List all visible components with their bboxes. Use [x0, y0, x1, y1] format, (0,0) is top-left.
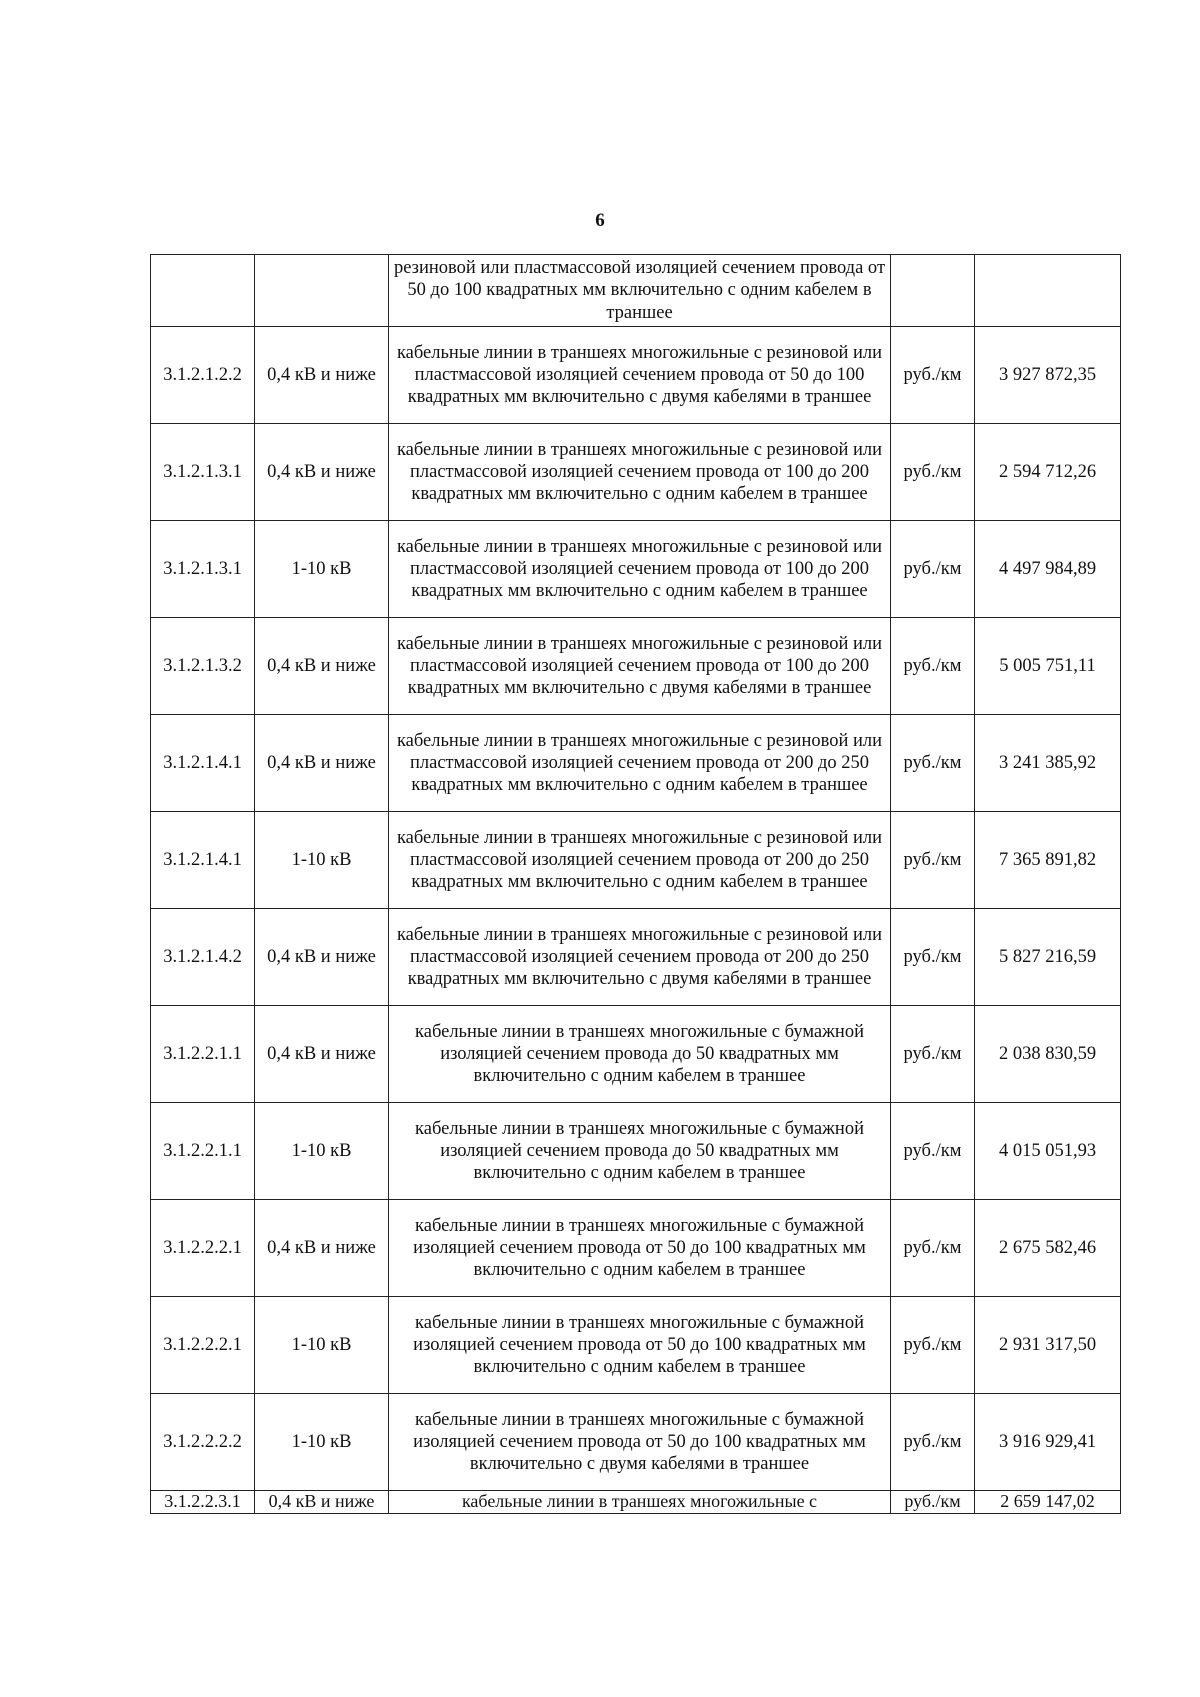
- cell-voltage: 1-10 кВ: [255, 1394, 389, 1491]
- cell-price: 5 005 751,11: [975, 618, 1121, 715]
- cell-price: 2 675 582,46: [975, 1200, 1121, 1297]
- cell-description: кабельные линии в траншеях многожильные с резиновой или пластмассовой изоляцией сечением провода от 100 до 200 квадратных мм включительно с двумя кабелями в траншее: [389, 618, 891, 715]
- table-row: [151, 715, 1121, 812]
- table-row: [151, 1297, 1121, 1394]
- cell-unit: руб./км: [891, 715, 975, 812]
- table-row: [151, 1103, 1121, 1200]
- table-row-partial: [151, 1491, 1121, 1514]
- tariff-table: [150, 254, 1121, 1514]
- cell-code: 3.1.2.2.2.1: [151, 1200, 255, 1297]
- cell-description: резиновой или пластмассовой изоляцией сечением провода от 50 до 100 квадратных мм включительно с одним кабелем в траншее: [389, 255, 891, 327]
- cell-unit: руб./км: [891, 1103, 975, 1200]
- cell-code: 3.1.2.2.1.1: [151, 1006, 255, 1103]
- cell-unit: руб./км: [891, 812, 975, 909]
- cell-description: кабельные линии в траншеях многожильные с бумажной изоляцией сечением провода от 50 до 100 квадратных мм включительно с одним кабелем в траншее: [389, 1297, 891, 1394]
- cell-unit: руб./км: [891, 1394, 975, 1491]
- cell-code: 3.1.2.1.3.1: [151, 521, 255, 618]
- cell-unit: руб./км: [891, 327, 975, 424]
- cell-price: 2 931 317,50: [975, 1297, 1121, 1394]
- table-row: [151, 1394, 1121, 1491]
- cell-voltage: 1-10 кВ: [255, 812, 389, 909]
- table-row: [151, 618, 1121, 715]
- cell-voltage: 0,4 кВ и ниже: [255, 1006, 389, 1103]
- cell-voltage: 1-10 кВ: [255, 521, 389, 618]
- cell-unit: руб./км: [891, 1006, 975, 1103]
- cell-unit: руб./км: [891, 909, 975, 1006]
- cell-description: кабельные линии в траншеях многожильные с резиновой или пластмассовой изоляцией сечением провода от 100 до 200 квадратных мм включительно с одним кабелем в траншее: [389, 521, 891, 618]
- cell-code: 3.1.2.2.1.1: [151, 1103, 255, 1200]
- cell-price: 4 497 984,89: [975, 521, 1121, 618]
- cell-voltage: 0,4 кВ и ниже: [255, 424, 389, 521]
- cell-voltage: 0,4 кВ и ниже: [255, 715, 389, 812]
- cell-code: 3.1.2.2.2.1: [151, 1297, 255, 1394]
- table-row: [151, 521, 1121, 618]
- cell-code: [151, 255, 255, 327]
- cell-description: кабельные линии в траншеях многожильные с резиновой или пластмассовой изоляцией сечением провода от 200 до 250 квадратных мм включительно с одним кабелем в траншее: [389, 715, 891, 812]
- cell-description: кабельные линии в траншеях многожильные с бумажной изоляцией сечением провода от 50 до 100 квадратных мм включительно с двумя кабелями в траншее: [389, 1394, 891, 1491]
- cell-price: 4 015 051,93: [975, 1103, 1121, 1200]
- cell-price: 5 827 216,59: [975, 909, 1121, 1006]
- cell-description: кабельные линии в траншеях многожильные с бумажной изоляцией сечением провода до 50 квадратных мм включительно с одним кабелем в траншее: [389, 1006, 891, 1103]
- cell-description: кабельные линии в траншеях многожильные с резиновой или пластмассовой изоляцией сечением провода от 200 до 250 квадратных мм включительно с одним кабелем в траншее: [389, 812, 891, 909]
- cell-price: 3 916 929,41: [975, 1394, 1121, 1491]
- cell-code: 3.1.2.1.4.2: [151, 909, 255, 1006]
- cell-price: 2 659 147,02: [975, 1491, 1121, 1514]
- cell-voltage: 0,4 кВ и ниже: [255, 909, 389, 1006]
- table-row: [151, 327, 1121, 424]
- cell-code: 3.1.2.1.2.2: [151, 327, 255, 424]
- cell-voltage: [255, 255, 389, 327]
- cell-description: кабельные линии в траншеях многожильные с резиновой или пластмассовой изоляцией сечением провода от 100 до 200 квадратных мм включительно с одним кабелем в траншее: [389, 424, 891, 521]
- table-row: [151, 1200, 1121, 1297]
- table-row: [151, 812, 1121, 909]
- cell-unit: руб./км: [891, 1200, 975, 1297]
- cell-unit: [891, 255, 975, 327]
- table-row-continued: [151, 255, 1121, 327]
- cell-description: кабельные линии в траншеях многожильные с: [389, 1491, 891, 1514]
- cell-unit: руб./км: [891, 521, 975, 618]
- table-row: [151, 1006, 1121, 1103]
- cell-code: 3.1.2.1.3.2: [151, 618, 255, 715]
- cell-voltage: 1-10 кВ: [255, 1297, 389, 1394]
- cell-price: [975, 255, 1121, 327]
- page-number: 6: [595, 210, 605, 231]
- cell-price: 2 038 830,59: [975, 1006, 1121, 1103]
- cell-price: 3 241 385,92: [975, 715, 1121, 812]
- cell-code: 3.1.2.1.4.1: [151, 715, 255, 812]
- table-row: [151, 909, 1121, 1006]
- cell-code: 3.1.2.2.2.2: [151, 1394, 255, 1491]
- cell-description: кабельные линии в траншеях многожильные с бумажной изоляцией сечением провода до 50 квадратных мм включительно с одним кабелем в траншее: [389, 1103, 891, 1200]
- cell-code: 3.1.2.2.3.1: [151, 1491, 255, 1514]
- cell-description: кабельные линии в траншеях многожильные с резиновой или пластмассовой изоляцией сечением провода от 50 до 100 квадратных мм включительно с двумя кабелями в траншее: [389, 327, 891, 424]
- cell-voltage: 0,4 кВ и ниже: [255, 618, 389, 715]
- cell-voltage: 0,4 кВ и ниже: [255, 1491, 389, 1514]
- cell-unit: руб./км: [891, 1297, 975, 1394]
- cell-description: кабельные линии в траншеях многожильные с бумажной изоляцией сечением провода от 50 до 100 квадратных мм включительно с одним кабелем в траншее: [389, 1200, 891, 1297]
- cell-price: 3 927 872,35: [975, 327, 1121, 424]
- cell-price: 2 594 712,26: [975, 424, 1121, 521]
- table-row: [151, 424, 1121, 521]
- cell-voltage: 0,4 кВ и ниже: [255, 327, 389, 424]
- cell-unit: руб./км: [891, 618, 975, 715]
- tariff-table-body: [151, 255, 1121, 1514]
- cell-voltage: 1-10 кВ: [255, 1103, 389, 1200]
- cell-code: 3.1.2.1.3.1: [151, 424, 255, 521]
- cell-unit: руб./км: [891, 424, 975, 521]
- cell-unit: руб./км: [891, 1491, 975, 1514]
- cell-price: 7 365 891,82: [975, 812, 1121, 909]
- cell-code: 3.1.2.1.4.1: [151, 812, 255, 909]
- cell-voltage: 0,4 кВ и ниже: [255, 1200, 389, 1297]
- cell-description: кабельные линии в траншеях многожильные с резиновой или пластмассовой изоляцией сечением провода от 200 до 250 квадратных мм включительно с двумя кабелями в траншее: [389, 909, 891, 1006]
